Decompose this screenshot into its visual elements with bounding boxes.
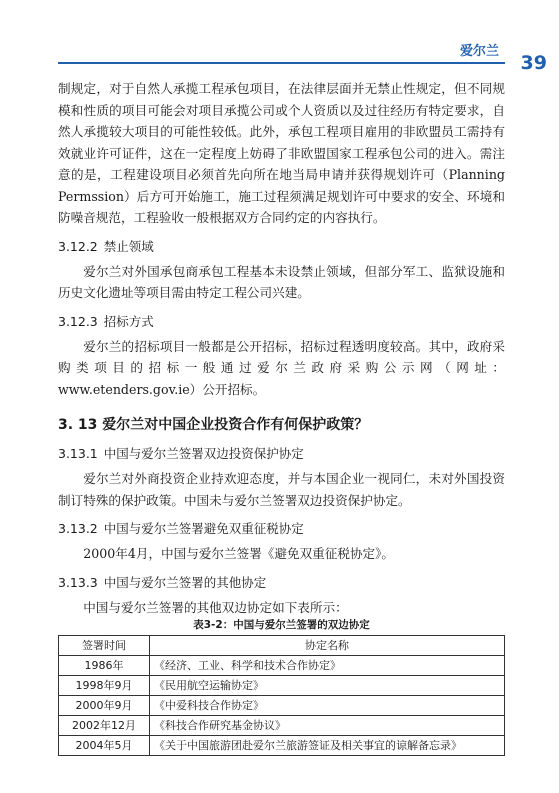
intro-paragraph: 制规定，对于自然人承揽工程承包项目，在法律层面并无禁止性规定，但不同规模和性质的项目可能会对项目承揽公司或个人资质以及过往经历有特定要求，自然人承揽较大项目的可能性较低。此外，承包工程项目雇用的非欧盟员工需持有效就业许可证件，这在一定程度上妨碍了非欧盟国家工程承包公司的进入。需注意的是，工程建设项目必须首先向所在地当局申请并获得规划许可（Planning Permssion）后方可开始施工，施工过程须满足规划许可中要求的安全、环境和防噪音规范，工程验收一般根据双方合同约定的内容执行。: [58, 81, 505, 225]
heading-title: 中国与爱尔兰签署的其他协定: [103, 574, 267, 590]
agreements-table: [58, 635, 505, 756]
heading-title: 中国与爱尔兰签署避免双重征税协定: [103, 521, 304, 536]
cell-agreement: 《民用航空运输协定》: [150, 676, 505, 696]
heading-3-13-3: [58, 573, 505, 593]
table-row: [59, 696, 505, 716]
column-header-date: 签署时间: [59, 636, 150, 656]
cell-date: 2002年12月: [59, 716, 150, 736]
heading-3-13-1: [58, 444, 505, 464]
paragraph-investment-protection: 爱尔兰对外商投资企业持欢迎态度，并与本国企业一视同仁，未对外国投资制订特殊的保护政策。中国未与爱尔兰签署双边投资保护协定。: [58, 471, 505, 508]
section-heading-3-13: 3. 13 爱尔兰对中国企业投资合作有何保护政策？: [58, 417, 369, 433]
cell-agreement: 《科技合作研究基金协议》: [150, 716, 505, 736]
header-rule: [58, 62, 505, 64]
heading-number: 3.12.2: [58, 238, 98, 254]
cell-agreement: 《中爱科技合作协定》: [150, 696, 505, 716]
table-row: [59, 656, 505, 676]
heading-3-12-3: [58, 312, 505, 332]
heading-title: 招标方式: [103, 313, 154, 329]
page-number: 39: [520, 52, 547, 74]
heading-number: 3.13.3: [58, 574, 98, 590]
heading-number: 3.13.2: [58, 521, 98, 536]
table-header-row: [59, 636, 505, 656]
heading-number: 3.13.1: [58, 446, 98, 461]
heading-title: 禁止领域: [103, 238, 154, 254]
paragraph-prohibited-areas: 爱尔兰对外国承包商承包工程基本未设禁止领域，但部分军工、监狱设施和历史文化遗址等项目需由特定工程公司兴建。: [58, 263, 505, 300]
paragraph-double-taxation: 2000年4月，中国与爱尔兰签署《避免双重征税协定》。: [83, 546, 395, 561]
running-header-country: 爱尔兰: [459, 44, 499, 59]
table-row: [59, 716, 505, 736]
column-header-agreement: 协定名称: [150, 636, 505, 656]
paragraph-other-agreements: 中国与爱尔兰签署的其他双边协定如下表所示：: [83, 599, 348, 615]
table-row: [59, 676, 505, 696]
cell-agreement: 《经济、工业、科学和技术合作协定》: [150, 656, 505, 676]
cell-date: 2004年5月: [59, 736, 150, 756]
page-header: [0, 0, 559, 86]
cell-date: 2000年9月: [59, 696, 150, 716]
cell-date: 1998年9月: [59, 676, 150, 696]
page-content: [58, 78, 505, 756]
heading-number: 3.12.3: [58, 313, 98, 329]
table-caption: 表3-2：中国与爱尔兰签署的双边协定: [193, 619, 370, 631]
table-row: [59, 736, 505, 756]
heading-3-12-2: [58, 237, 505, 257]
cell-date: 1986年: [59, 656, 150, 676]
cell-agreement: 《关于中国旅游团赴爱尔兰旅游签证及相关事宜的谅解备忘录》: [150, 736, 505, 756]
heading-title: 中国与爱尔兰签署双边投资保护协定: [103, 446, 304, 461]
paragraph-bidding: 爱尔兰的招标项目一般都是公开招标，招标过程透明度较高。其中，政府采购类项目的招标一般通过爱尔兰政府采购公示网（网址：www.etenders.gov.ie）公开招标。: [58, 338, 505, 397]
heading-3-13-2: [58, 519, 505, 539]
